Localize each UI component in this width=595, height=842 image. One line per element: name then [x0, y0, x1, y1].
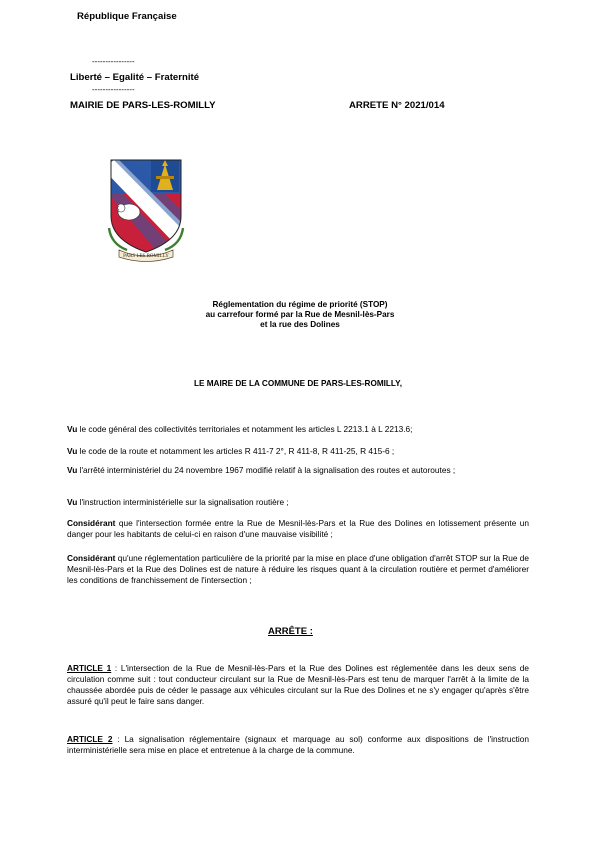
recital-lead: Vu: [67, 446, 78, 456]
recital-text: le code général des collectivités territoriales et notamment les articles L 2213.1 à L 2213.6;: [77, 424, 413, 434]
recital-item: [67, 424, 529, 435]
recital-text: qu'une réglementation particulière de la priorité par la mise en place d'une obligation d'arrêt STOP sur la Rue de Mesnil-lès-Pars et la Rue des Dolines est de nature à réduire les risques quant à la circulation routière et permet d'améliorer les conditions de franchissement de l'intersection ;: [67, 553, 529, 585]
article-item: [67, 734, 529, 756]
motto: Liberté – Egalité – Fraternité: [70, 72, 200, 83]
recital-item: [67, 465, 529, 476]
recital-text: le code de la route et notamment les articles R 411-7 2°, R 411-8, R 411-25, R 415-6 ;: [77, 446, 395, 456]
recital-item: [67, 518, 529, 540]
recital-lead: Considérant: [67, 518, 116, 528]
mayor-office-title: MAIRIE DE PARS-LES-ROMILLY: [70, 100, 216, 111]
recital-item: [67, 553, 529, 586]
recital-text: l'instruction interministérielle sur la signalisation routière ;: [77, 497, 289, 507]
article-label: ARTICLE 1: [67, 663, 112, 673]
recital-text: l'arrêté interministériel du 24 novembre 1967 modifié relatif à la signalisation des routes et autoroutes ;: [77, 465, 456, 475]
svg-text:PARS LES ROMILLY: PARS LES ROMILLY: [123, 254, 169, 259]
recital-item: [67, 446, 529, 457]
article-item: [67, 663, 529, 707]
decree-title-line: au carrefour formé par la Rue de Mesnil-lès-Pars: [205, 310, 395, 319]
decree-title-line: et la rue des Dolines: [260, 320, 340, 329]
recital-item: [67, 497, 529, 508]
decree-title: [150, 300, 450, 330]
republic-label: République Française: [77, 11, 177, 22]
article-text: : La signalisation réglementaire (signaux et marquage au sol) conforme aux dispositions de l'instruction interministérielle sera mise en place et entretenue à la charge de la commune.: [67, 734, 529, 755]
decision-heading: ARRÊTE :: [268, 626, 313, 637]
decree-title-line: Réglementation du régime de priorité (STOP): [212, 300, 388, 309]
recital-lead: Vu: [67, 424, 78, 434]
recital-lead: Vu: [67, 497, 78, 507]
recital-lead: Vu: [67, 465, 78, 475]
authority-heading: LE MAIRE DE LA COMMUNE DE PARS-LES-ROMILLY,: [193, 379, 403, 388]
recital-text: que l'intersection formée entre la Rue de Mesnil-lès-Pars et la Rue des Dolines en lotissement présente un danger pour les habitants de celui-ci en raison d'une mauvaise visibilité ;: [67, 518, 529, 539]
separator-dashes: ----------------: [92, 57, 135, 66]
separator-dashes: ----------------: [92, 85, 135, 94]
recital-lead: Considérant: [67, 553, 116, 563]
decree-number: ARRETE N° 2021/014: [349, 100, 445, 111]
article-label: ARTICLE 2: [67, 734, 113, 744]
coat-of-arms-icon: [107, 158, 185, 263]
article-text: : L'intersection de la Rue de Mesnil-lès-Pars et la Rue des Dolines est réglementée dans les deux sens de circulation comme suit : tout conducteur circulant sur la Rue de Mesnil-lès-Pars est tenu de marquer l'arrêt à la limite de la chaussée abordée puis de céder le passage aux véhicules circulant sur la Rue des Dolines et ne s'y engager qu'après s'être assuré qu'il peut le faire sans danger.: [67, 663, 529, 706]
